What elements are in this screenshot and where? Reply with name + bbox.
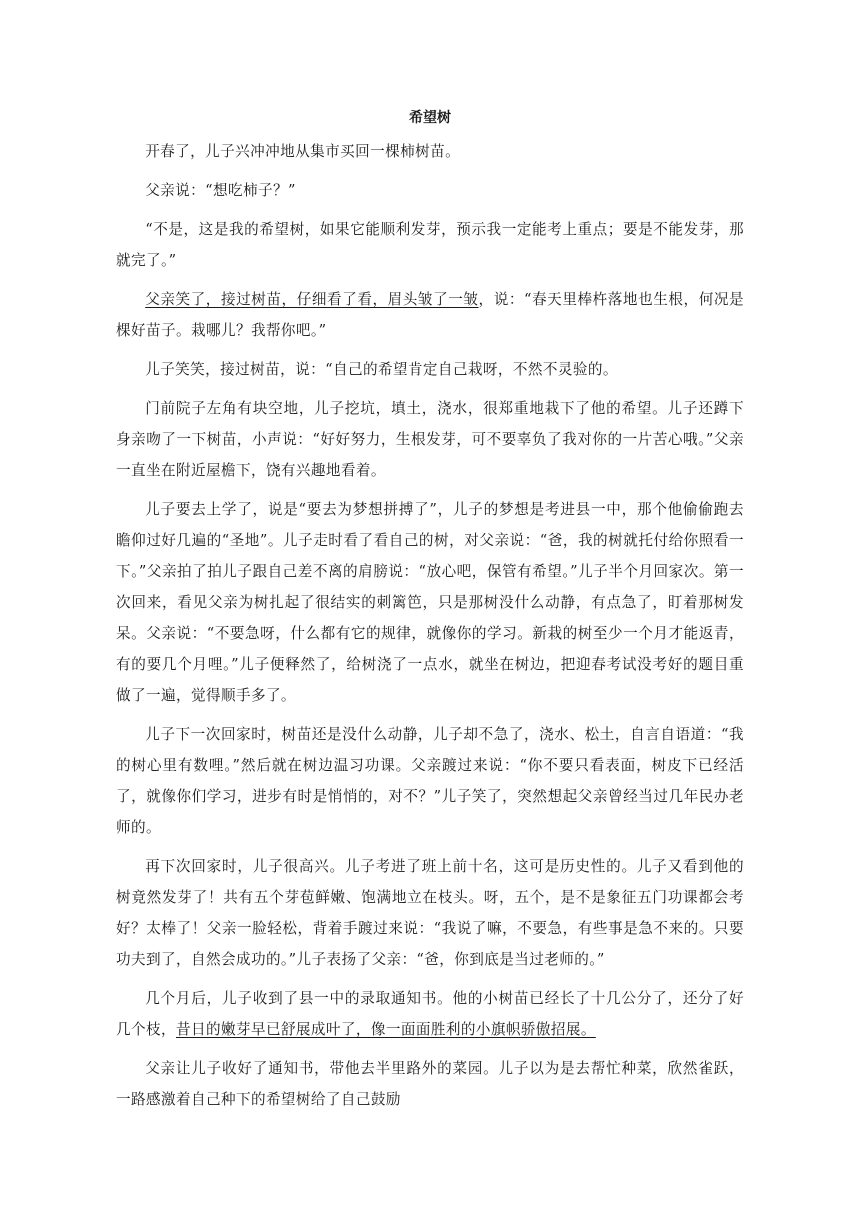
paragraph-text: 开春了，儿子兴冲冲地从集市买回一棵柿树苗。	[145, 143, 461, 160]
paragraph	[116, 393, 744, 486]
paragraph-text: “不是，这是我的希望树，如果它能顺利发芽，预示我一定能考上重点；要是不能发芽，那就完了。”	[116, 221, 744, 269]
underlined-text: 父亲笑了，接过树苗，仔细看了看，眉头皱了一皱	[145, 291, 479, 308]
document-body	[116, 136, 744, 1115]
paragraph-text: ，说：“春天里棒杵落地也生根，何况是棵好苗子。栽哪儿？我帮你吧。”	[116, 291, 744, 339]
paragraph	[116, 494, 744, 711]
underlined-text: 昔日的嫩芽早已舒展成叶了，像一面面胜利的小旗帜骄傲招展。	[175, 1021, 596, 1038]
paragraph-text: 门前院子左角有块空地，儿子挖坑，填土，浇水，很郑重地栽下了他的希望。儿子还蹲下身亲吻了一下树苗，小声说：“好好努力，生根发芽，可不要辜负了我对你的一片苦心哦。”父亲一直坐在附近屋檐下，饶有兴趣地看着。	[116, 400, 744, 479]
paragraph	[116, 719, 744, 843]
paragraph	[116, 851, 744, 975]
paragraph	[116, 214, 744, 276]
paragraph-text: 再下次回家时，儿子很高兴。儿子考进了班上前十名，这可是历史性的。儿子又看到他的树竟然发芽了！共有五个芽苞鲜嫩、饱满地立在枝头。呀，五个，是不是象征五门功课都会考好？太棒了！父亲一脸轻松，背着手踱过来说：“我说了嘛，不要急，有些事是急不来的。只要功夫到了，自然会成功的。”儿子表扬了父亲：“爸，你到底是当过老师的。”	[116, 858, 744, 968]
paragraph-text: 儿子要去上学了，说是“要去为梦想拼搏了”，儿子的梦想是考进县一中，那个他偷偷跑去瞻仰过好几遍的“圣地”。儿子走时看了看自己的树，对父亲说：“爸，我的树就托付给你照看一下。”父亲拍了拍儿子跟自己差不离的肩膀说：“放心吧，保管有希望。”儿子半个月回家次。第一次回来，看见父亲为树扎起了很结实的刺篱笆，只是那树没什么动静，有点急了，盯着那树发呆。父亲说：“不要急呀，什么都有它的规律，就像你的学习。新栽的树至少一个月才能返青，有的要几个月哩。”儿子便释然了，给树浇了一点水，就坐在树边，把迎春考试没考好的题目重做了一遍，觉得顺手多了。	[116, 501, 744, 704]
paragraph	[116, 136, 744, 167]
document-title: 希望树	[409, 110, 451, 126]
paragraph-text: 几个月后，儿子收到了县一中的录取通知书。他的小树苗已经长了十几公分了，还分了好几个枝，	[116, 990, 744, 1038]
paragraph	[116, 1053, 744, 1115]
paragraph-text: 儿子下一次回家时，树苗还是没什么动静，儿子却不急了，浇水、松土，自言自语道：“我的树心里有数哩。”然后就在树边温习功课。父亲踱过来说：“你不要只看表面，树皮下已经活了，就像你们学习，进步有时是悄悄的，对不？”儿子笑了，突然想起父亲曾经当过几年民办老师的。	[116, 726, 744, 836]
paragraph-text: 父亲说：“想吃柿子？”	[145, 182, 296, 199]
document-page	[116, 108, 744, 1123]
paragraph-text: 父亲让儿子收好了通知书，带他去半里路外的菜园。儿子以为是去帮忙种菜，欣然雀跃，一路感激着自己种下的希望树给了自己鼓励	[116, 1060, 744, 1108]
paragraph	[116, 284, 744, 346]
paragraph	[116, 983, 744, 1045]
paragraph-text: 儿子笑笑，接过树苗，说：“自己的希望肯定自己栽呀，不然不灵验的。	[145, 361, 618, 378]
paragraph	[116, 354, 744, 385]
paragraph	[116, 175, 744, 206]
